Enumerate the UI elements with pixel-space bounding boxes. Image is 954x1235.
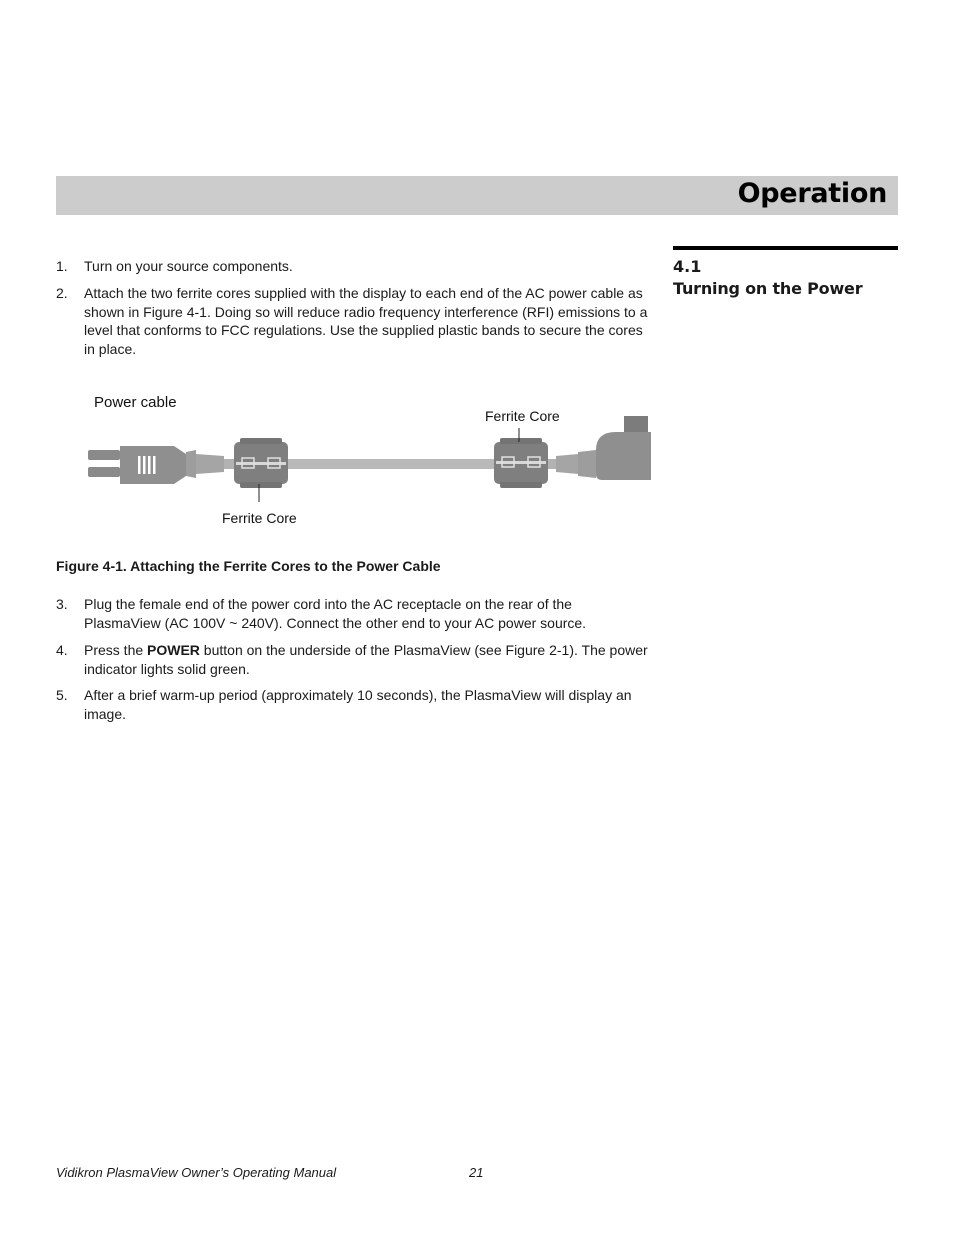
- step-text-post: button on the underside of the PlasmaView (see Figure 2-1). The power indicator lights solid green.: [84, 642, 648, 677]
- plug-prong-bottom: [88, 467, 120, 477]
- step-text-pre: Press the: [84, 642, 148, 658]
- angled-connector-body: [596, 432, 651, 480]
- section-number: 4.1: [673, 257, 702, 276]
- plug-strain-relief: [196, 454, 224, 474]
- power-cable-label: Power cable: [94, 394, 177, 411]
- step-number: 1.: [56, 258, 68, 274]
- step-text: Plug the female end of the power cord into the AC receptacle on the rear of the PlasmaView (AC 100V ~ 240V). Connect the other end to your AC power source.: [84, 596, 587, 631]
- step-text: [84, 641, 652, 678]
- step-text: After a brief warm-up period (approximately 10 seconds), the PlasmaView will display an image.: [84, 687, 632, 722]
- connector-strain-relief: [556, 454, 578, 474]
- step-text: Turn on your source components.: [84, 258, 293, 274]
- figure-caption: Figure 4-1. Attaching the Ferrite Cores to the Power Cable: [56, 558, 441, 574]
- power-button-term: POWER: [147, 642, 200, 658]
- connector-tip: [624, 416, 648, 432]
- step-number: 4.: [56, 642, 68, 658]
- step-text: Attach the two ferrite cores supplied with the display to each end of the AC power cable as shown in Figure 4-1. Doing so will reduce radio frequency interference (RFI) emissions to a level that conforms to FCC regulations. Use the supplied plastic bands to secure the cores in place.: [84, 285, 648, 357]
- section-rule: [673, 246, 898, 250]
- ferrite-core-label-right: Ferrite Core: [485, 408, 560, 424]
- step-number: 3.: [56, 596, 68, 612]
- ferrite-core-figure: [86, 392, 656, 532]
- footer-manual-title: Vidikron PlasmaView Owner’s Operating Manual: [56, 1165, 337, 1180]
- step-number: 2.: [56, 285, 68, 301]
- step-number: 5.: [56, 687, 68, 703]
- footer-page-number: 21: [469, 1165, 484, 1180]
- power-cable-illustration: [86, 392, 656, 532]
- section-title: Turning on the Power: [673, 279, 863, 298]
- chapter-title: Operation: [737, 178, 887, 209]
- ferrite-core-label-left: Ferrite Core: [222, 510, 297, 526]
- cable-body: [286, 459, 496, 469]
- chapter-header-bar: [56, 176, 898, 215]
- plug-prong-top: [88, 450, 120, 460]
